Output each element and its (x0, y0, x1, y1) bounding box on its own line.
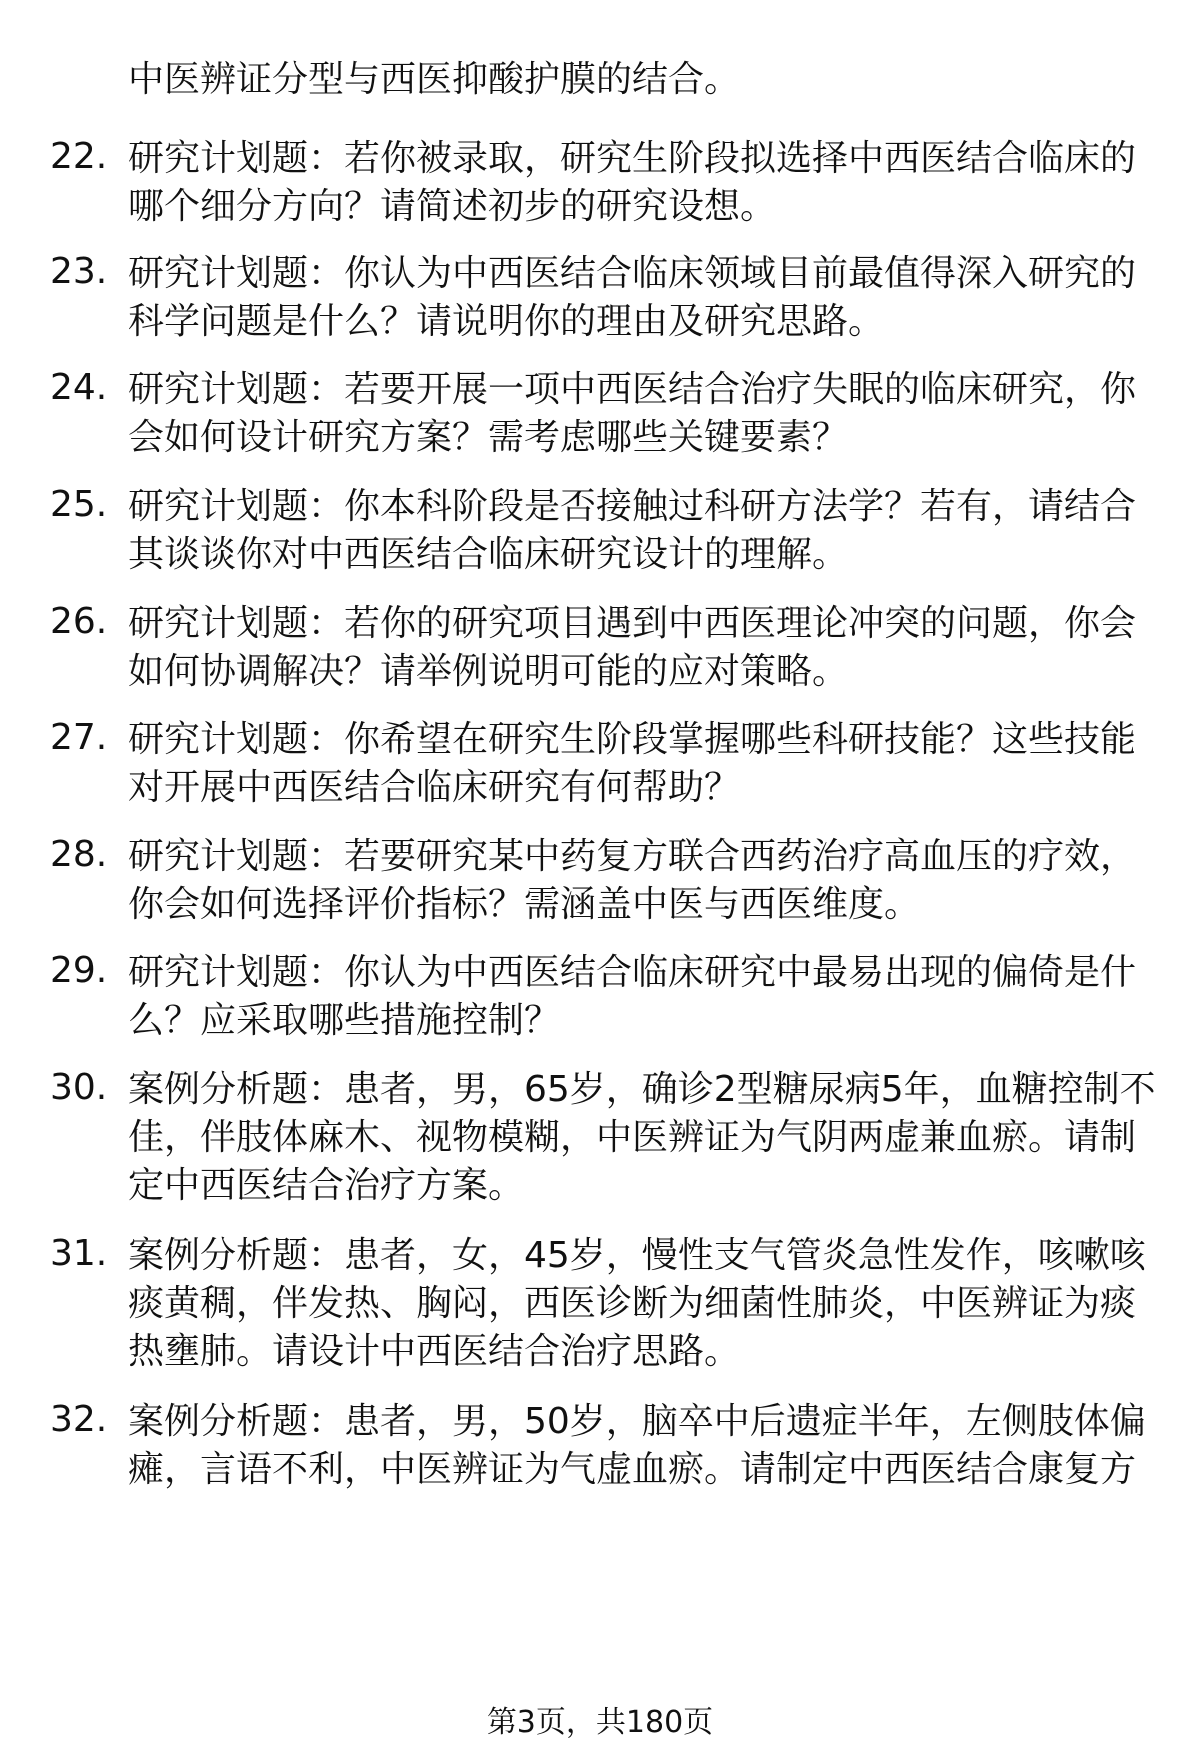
question-text: 研究计划题：若你被录取，研究生阶段拟选择中西医结合临床的哪个细分方向？请简述初步的研究设想。 (128, 138, 1137, 227)
question-number: 31. (50, 1233, 108, 1274)
question-text: 研究计划题：你认为中西医结合临床领域目前最值得深入研究的科学问题是什么？请说明你的理由及研究思路。 (128, 253, 1137, 342)
question-text: 研究计划题：你本科阶段是否接触过科研方法学？若有，请结合其谈谈你对中西医结合临床研究设计的理解。 (128, 486, 1137, 575)
page-footer: 第3页，共180页 (486, 1705, 714, 1740)
question-text: 案例分析题：患者，女，45岁，慢性支气管炎急性发作，咳嗽咳痰黄稠，伴发热、胸闷，西医诊断为细菌性肺炎，中医辨证为痰热壅肺。请设计中西医结合治疗思路。 (128, 1235, 1146, 1372)
question-number: 32. (50, 1399, 108, 1440)
question-text: 研究计划题：若要开展一项中西医结合治疗失眠的临床研究，你会如何设计研究方案？需考虑哪些关键要素？ (128, 369, 1137, 458)
question-text: 研究计划题：你希望在研究生阶段掌握哪些科研技能？这些技能对开展中西医结合临床研究有何帮助？ (128, 719, 1137, 808)
question-number: 24. (50, 367, 108, 408)
question-number: 23. (50, 251, 108, 292)
question-text: 研究计划题：若要研究某中药复方联合西药治疗高血压的疗效，你会如何选择评价指标？需涵盖中医与西医维度。 (128, 836, 1137, 925)
question-number: 29. (50, 950, 108, 991)
question-number: 30. (50, 1067, 108, 1108)
continuation-text: 中医辨证分型与西医抑酸护膜的结合。 (128, 59, 741, 100)
question-number: 26. (50, 601, 108, 642)
question-text: 案例分析题：患者，男，65岁，确诊2型糖尿病5年，血糖控制不佳，伴肢体麻木、视物模糊，中医辨证为气阴两虚兼血瘀。请制定中西医结合治疗方案。 (128, 1069, 1156, 1206)
question-number: 27. (50, 717, 108, 758)
question-number: 22. (50, 136, 108, 177)
question-text: 研究计划题：若你的研究项目遇到中西医理论冲突的问题，你会如何协调解决？请举例说明可能的应对策略。 (128, 603, 1137, 692)
question-text: 案例分析题：患者，男，50岁，脑卒中后遗症半年，左侧肢体偏瘫，言语不利，中医辨证为气虚血瘀。请制定中西医结合康复方 (128, 1401, 1146, 1490)
question-text: 研究计划题：你认为中西医结合临床研究中最易出现的偏倚是什么？应采取哪些措施控制？ (128, 952, 1137, 1041)
question-number: 25. (50, 484, 108, 525)
question-number: 28. (50, 834, 108, 875)
